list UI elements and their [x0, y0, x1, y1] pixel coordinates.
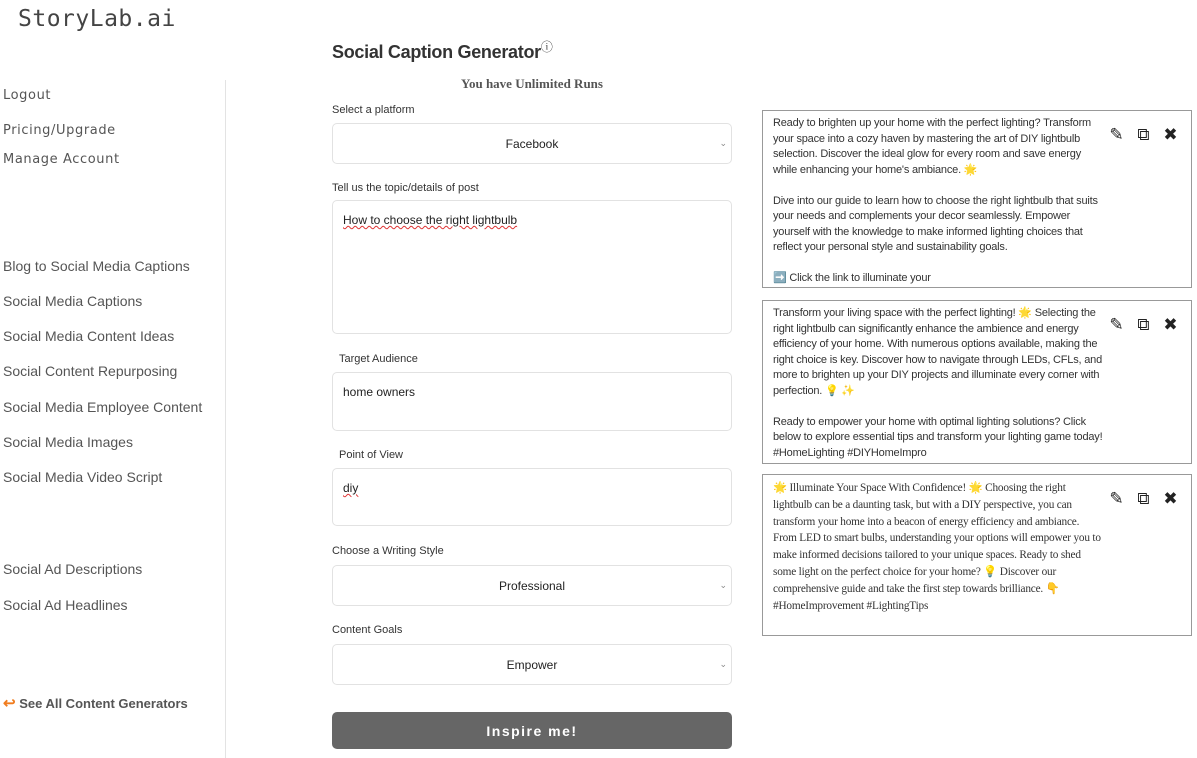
caption-paragraph: Ready to empower your home with optimal lighting solutions? Click below to explore essential tips and transform your lighting game today! #HomeLighting #DIYHomeImpro	[773, 415, 1103, 459]
platform-label: Select a platform	[332, 104, 415, 116]
pov-label: Point of View	[339, 449, 404, 461]
topic-value: How to choose the right lightbulb	[343, 213, 518, 227]
edit-icon[interactable]: ✎	[1109, 125, 1124, 144]
edit-icon[interactable]: ✎	[1109, 489, 1124, 508]
result-card	[762, 300, 1192, 464]
sidebar-item-repurposing[interactable]: Social Content Repurposing	[3, 363, 178, 379]
close-icon[interactable]: ✖	[1163, 125, 1178, 144]
style-label: Choose a Writing Style	[332, 545, 444, 557]
result-card	[762, 474, 1192, 636]
pricing-link[interactable]: Pricing/Upgrade	[3, 123, 116, 138]
caption-paragraph: Dive into our guide to learn how to choose the right lightbulb that suits your needs and complements your decor seamlessly. Empower yourself with the knowledge to make informed lighting choices that reflect your personal style and sustainability goals.	[773, 194, 1098, 253]
logo[interactable]: StoryLab.ai	[18, 6, 176, 32]
close-icon[interactable]: ✖	[1163, 315, 1178, 334]
runs-remaining: You have Unlimited Runs	[461, 76, 603, 91]
pov-input[interactable]	[332, 468, 732, 526]
goals-label: Content Goals	[332, 624, 403, 636]
platform-value: Facebook	[505, 136, 559, 151]
edit-icon[interactable]: ✎	[1109, 315, 1124, 334]
sidebar-item-content-ideas[interactable]: Social Media Content Ideas	[3, 328, 175, 344]
caption-paragraph: ➡️ Click the link to illuminate your	[773, 272, 931, 284]
chevron-down-icon: ⌄	[719, 580, 727, 590]
sidebar-item-ad-headlines[interactable]: Social Ad Headlines	[3, 597, 128, 613]
chevron-down-icon: ⌄	[719, 138, 727, 148]
page-title: Social Caption Generatorⓘ	[332, 40, 553, 62]
sidebar-item-ad-descriptions[interactable]: Social Ad Descriptions	[3, 561, 143, 577]
copy-icon[interactable]: ⧉	[1137, 125, 1150, 144]
sidebar-item-blog-to-captions[interactable]: Blog to Social Media Captions	[3, 258, 190, 274]
copy-icon[interactable]: ⧉	[1137, 315, 1150, 334]
manage-account-link[interactable]: Manage Account	[3, 152, 120, 167]
inspire-button[interactable]: Inspire me!	[332, 712, 732, 749]
close-icon[interactable]: ✖	[1163, 489, 1178, 508]
see-all-generators-link[interactable]	[3, 694, 188, 712]
audience-value: home owners	[343, 385, 416, 399]
audience-input[interactable]	[332, 372, 732, 431]
chevron-down-icon: ⌄	[719, 659, 727, 669]
topic-textarea[interactable]	[332, 200, 732, 334]
topic-label: Tell us the topic/details of post	[332, 182, 479, 194]
sidebar-item-images[interactable]: Social Media Images	[3, 434, 133, 450]
sidebar-item-social-captions[interactable]: Social Media Captions	[3, 293, 143, 309]
sidebar-item-video-script[interactable]: Social Media Video Script	[3, 469, 163, 485]
caption-paragraph: 🌟 Illuminate Your Space With Confidence! 🌟 Choosing the right lightbulb can be a daunting task, but with a DIY perspective, you can transform your home into a beacon of energy efficiency and ambiance. From LED to smart bulbs, understanding your options will empower you to make informed decisions tailored to your unique spaces. Ready to shed some light on the perfect choice for your home? 💡 Discover our comprehensive guide and take the first step towards brilliance. 👇 #HomeImprovement #LightingTips	[773, 482, 1101, 612]
see-all-label: See All Content Generators	[19, 696, 188, 711]
pov-value: diy	[343, 481, 359, 495]
content-goals-select[interactable]	[332, 644, 732, 685]
back-arrow-icon: ↩	[3, 695, 16, 712]
caption-paragraph: Transform your living space with the perfect lighting! 🌟 Selecting the right lightbulb can significantly enhance the ambience and energy efficiency of your home. With numerous options available, making the right choice is key. Discover how to navigate through LEDs, CFLs, and more to brighten up your DIY projects and illuminate every corner with perfection. 💡 ✨	[773, 307, 1102, 397]
info-icon[interactable]: ⓘ	[540, 40, 553, 54]
copy-icon[interactable]: ⧉	[1137, 489, 1150, 508]
sidebar-item-employee-content[interactable]: Social Media Employee Content	[3, 399, 203, 415]
caption-paragraph: Ready to brighten up your home with the perfect lighting? Transform your space into a cozy haven by mastering the art of DIY lightbulb selection. Discover the ideal glow for every room and save energy while enhancing your home's ambiance. 🌟	[773, 117, 1092, 176]
style-value: Professional	[498, 578, 566, 593]
result-card	[762, 110, 1192, 288]
logout-link[interactable]: Logout	[3, 88, 52, 103]
sidebar-divider	[225, 80, 226, 758]
audience-label: Target Audience	[339, 353, 418, 365]
platform-select[interactable]	[332, 123, 732, 164]
writing-style-select[interactable]	[332, 565, 732, 606]
goals-value: Empower	[506, 657, 558, 672]
